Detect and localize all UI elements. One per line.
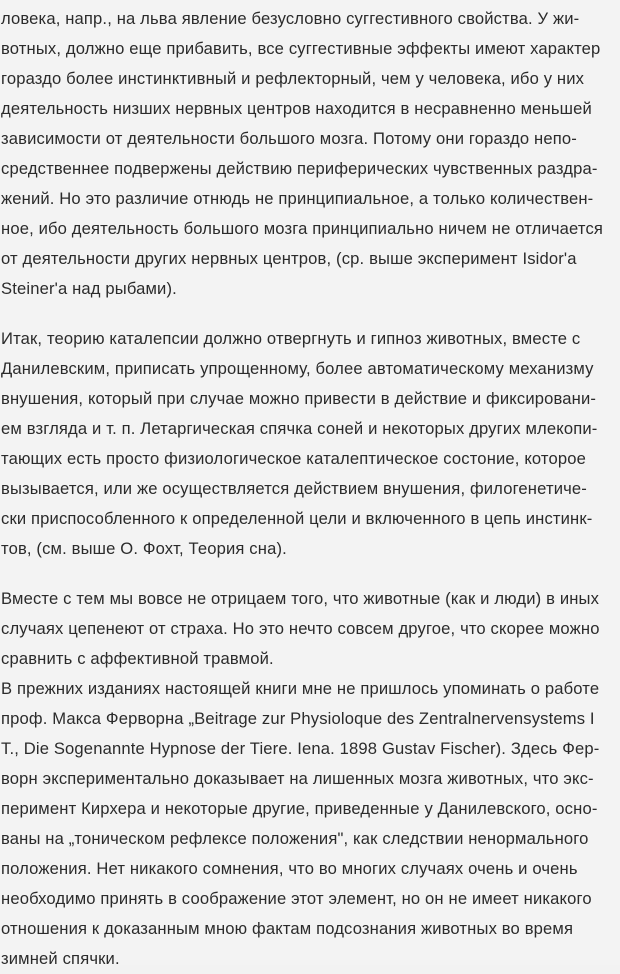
- paragraph-suggestion-effects: [0, 4, 620, 304]
- text-line: деятельность низших нервных центров находится в несравненно меньшей: [1, 99, 592, 118]
- text-line: средственнее подвержены действию периферических чувственных раздра-: [1, 159, 598, 178]
- text-line: вотных, должно еще прибавить, все суггестивные эффекты имеют характер: [1, 39, 601, 58]
- text-line: случаях цепенеют от страха. Но это нечто совсем другое, что скорее можно: [1, 619, 600, 638]
- text-line: Steiner'a над рыбами).: [1, 279, 177, 298]
- text-line: ное, ибо деятельность большого мозга принципиально ничем не отличается: [1, 219, 604, 238]
- text-line: зависимости от деятельности большого мозга. Потому они гораздо непо-: [1, 129, 577, 148]
- paragraph-fear-and-verworn: [0, 584, 620, 974]
- text-line: ем взгляда и т. п. Летаргическая спячка соней и некоторых других млекопи-: [1, 419, 598, 438]
- text-line: ски приспособленного к определенной цели и включенного в цепь инстинк-: [1, 509, 593, 528]
- text-line: отношения к доказанным мною фактам подсознания животных во время: [1, 919, 574, 938]
- text-line: проф. Макса Ферворна „Beitrage zur Physioloque des Zentralnervensystems I: [1, 709, 595, 728]
- text-line: положения. Нет никакого сомнения, что во многих случаях очень и очень: [1, 859, 578, 878]
- text-line: ловека, напр., на льва явление безусловно суггестивного свойства. У жи-: [1, 9, 580, 28]
- text-line: Итак, теорию каталепсии должно отвергнуть и гипноз животных, вместе с: [1, 329, 581, 348]
- text-line: перимент Кирхера и некоторые другие, приведенные у Данилевского, осно-: [1, 799, 598, 818]
- text-line: вызывается, или же осуществляется действием внушения, филогенетиче-: [1, 479, 587, 498]
- text-line: ваны на „тоническом рефлексе положения", как следствии ненормального: [1, 829, 589, 848]
- text-line: тов, (см. выше О. Фохт, Теория сна).: [1, 539, 287, 558]
- text-line: В прежних изданиях настоящей книги мне не пришлось упоминать о работе: [1, 679, 600, 698]
- text-line: необходимо принять в соображение этот элемент, но он не имеет никакого: [1, 889, 592, 908]
- paragraph-spacer: [0, 564, 620, 584]
- paragraph-spacer: [0, 304, 620, 324]
- text-line: внушения, который при случае можно привести в действие и фиксировани-: [1, 389, 597, 408]
- text-line: Вместе с тем мы вовсе не отрицаем того, что животные (как и люди) в иных: [1, 589, 600, 608]
- text-line: от деятельности других нервных центров, (ср. выше эксперимент Isidor'a: [1, 249, 577, 268]
- text-line: Данилевским, приписать упрощенному, более автоматическому механизму: [1, 359, 594, 378]
- text-line: сравнить с аффективной травмой.: [1, 649, 274, 668]
- text-line: жений. Но это различие отнюдь не принципиальное, а только количествен-: [1, 189, 594, 208]
- text-line: ворн экспериментально доказывает на лишенных мозга животных, что экс-: [1, 769, 594, 788]
- paragraph-catalepsy-theory: [0, 324, 620, 564]
- text-line: зимней спячки.: [1, 949, 120, 968]
- text-line: T., Die Sogenannte Hypnose der Tiere. Iena. 1898 Gustav Fischer). Здесь Фер-: [1, 739, 600, 758]
- text-line: тающих есть просто физиологическое каталептическое состоние, которое: [1, 449, 587, 468]
- text-line: гораздо более инстинктивный и рефлекторный, чем у человека, ибо у них: [1, 69, 585, 88]
